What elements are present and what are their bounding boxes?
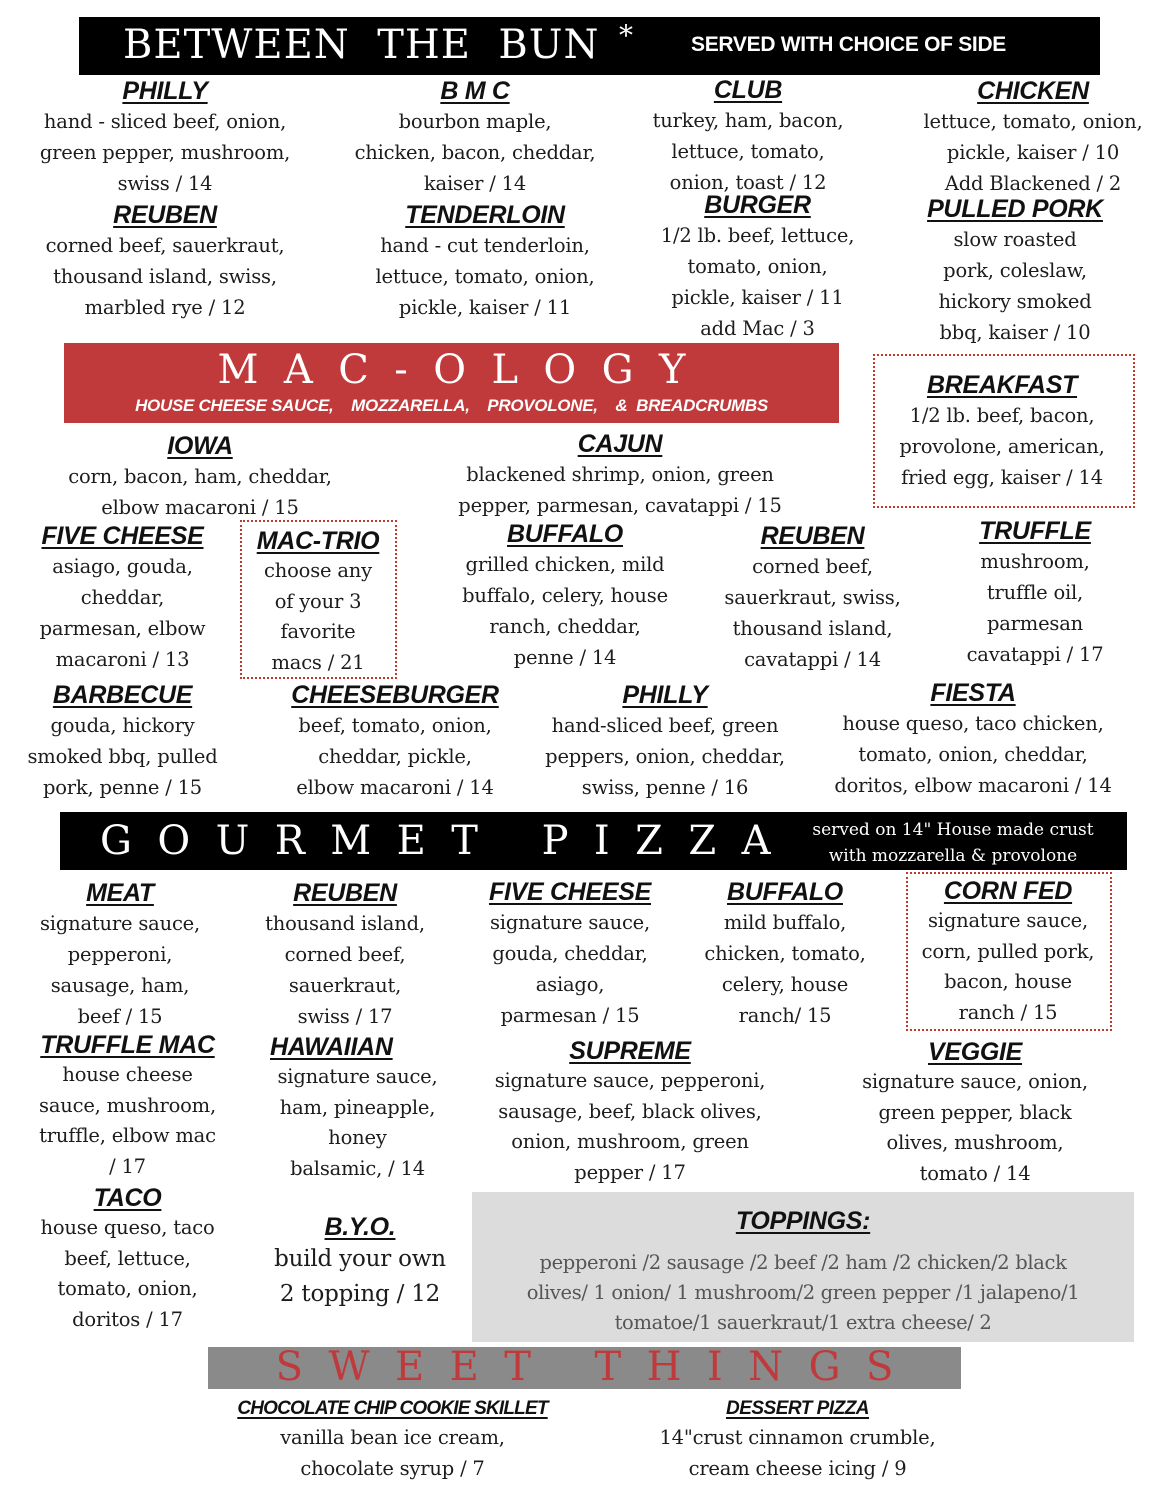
pizza-item-byo (255, 1212, 465, 1312)
item-title: BURGER (704, 191, 811, 219)
item-description: build your own 2 topping / 12 (274, 1246, 446, 1307)
pizza-item-hawaiian (255, 1032, 460, 1184)
item-description: 14"crust cinnamon crumble, cream cheese icing / 9 (659, 1426, 936, 1480)
item-description: thousand island, corned beef, sauerkraut, swiss / 17 (265, 912, 425, 1028)
item-description: grilled chicken, mild buffalo, celery, house ranch, cheddar, penne / 14 (462, 553, 668, 669)
item-description: 1/2 lb. beef, lettuce, tomato, onion, pickle, kaiser / 11 add Mac / 3 (660, 224, 855, 340)
section-title: BETWEEN THE BUN (123, 22, 600, 68)
item-title: SUPREME (569, 1037, 691, 1065)
item-title: MEAT (86, 879, 154, 907)
item-title: FIVE CHEESE (488, 878, 652, 906)
section-subtitle: HOUSE CHEESE SAUCE, MOZZARELLA, PROVOLONE, & BREADCRUMBS (135, 396, 768, 415)
item-description: signature sauce, corn, pulled pork, bacon, house ranch / 15 (921, 909, 1095, 1024)
item-description: hand - cut tenderloin, lettuce, tomato, onion, pickle, kaiser / 11 (375, 234, 595, 319)
item-description: house cheese sauce, mushroom, truffle, elbow mac / 17 (39, 1063, 216, 1178)
item-description: turkey, ham, bacon, lettuce, tomato, onion, toast / 12 (652, 109, 844, 194)
item-description: corn, bacon, ham, cheddar, elbow macaroni / 15 (68, 465, 332, 519)
section-subtitle: SERVED WITH CHOICE OF SIDE (691, 33, 1007, 56)
pizza-item-supreme (470, 1036, 790, 1188)
menu-item-chicken (898, 76, 1168, 199)
item-description: hand - sliced beef, onion, green pepper, mushroom, swiss / 14 (39, 110, 291, 195)
item-title: PHILLY (622, 681, 708, 709)
item-title: TENDERLOIN (405, 201, 565, 229)
item-title: PULLED PORK (927, 195, 1103, 223)
mac-item-barbecue (5, 680, 240, 803)
item-title: REUBEN (760, 522, 865, 550)
mac-item-mac-trio (243, 526, 393, 678)
pizza-item-meat (20, 878, 220, 1032)
item-description: choose any of your 3 favorite macs / 21 (264, 559, 372, 674)
item-title: FIESTA (930, 679, 1016, 707)
item-description: lettuce, tomato, onion, pickle, kaiser / 10 Add Blackened / 2 (923, 110, 1143, 195)
section-note-line2: with mozzarella & provolone (828, 846, 1078, 866)
item-description: vanilla bean ice cream, chocolate syrup / 7 (280, 1426, 505, 1480)
menu-item-bmc (335, 76, 615, 199)
item-description: corned beef, sauerkraut, thousand island, swiss, marbled rye / 12 (45, 234, 285, 319)
toppings-title: TOPPINGS: (735, 1207, 871, 1235)
item-title: REUBEN (293, 879, 397, 907)
menu-item-breakfast (876, 370, 1128, 493)
mac-item-buffalo (420, 519, 710, 673)
section-title: M A C - O L O G Y (217, 347, 686, 393)
item-title: BUFFALO (507, 520, 623, 548)
item-description: beef, tomato, onion, cheddar, pickle, elbow macaroni / 14 (296, 714, 494, 799)
mac-item-iowa (30, 431, 370, 523)
pizza-item-veggie (835, 1037, 1115, 1189)
item-description: hand-sliced beef, green peppers, onion, cheddar, swiss, penne / 16 (545, 714, 785, 799)
section-title: G O U R M E T P I Z Z A (100, 818, 771, 864)
item-description: corned beef, sauerkraut, swiss, thousand island, cavatappi / 14 (724, 555, 901, 671)
item-title: PHILLY (122, 77, 208, 105)
between-the-bun-header (79, 17, 1100, 75)
item-description: asiago, gouda, cheddar, parmesan, elbow macaroni / 13 (39, 555, 206, 671)
item-description: house queso, taco beef, lettuce, tomato, onion, doritos / 17 (40, 1216, 215, 1331)
section-title: S W E E T T H I N G S (275, 1344, 894, 1390)
item-description: 1/2 lb. beef, bacon, provolone, american, fried egg, kaiser / 14 (899, 404, 1105, 489)
item-title: TRUFFLE (979, 517, 1091, 545)
item-title: HAWAIIAN (270, 1033, 393, 1061)
item-title: DESSERT PIZZA (725, 1398, 870, 1419)
toppings-box (472, 1192, 1134, 1342)
item-title: CLUB (713, 76, 783, 104)
item-title: MAC-TRIO (256, 527, 380, 555)
pizza-item-reuben (240, 878, 450, 1032)
menu-item-philly (25, 76, 305, 199)
item-title: CHEESEBURGER (291, 681, 499, 709)
item-description: slow roasted pork, coleslaw, hickory smoked bbq, kaiser / 10 (938, 228, 1092, 344)
pizza-item-corn-fed (903, 876, 1113, 1028)
menu-item-tenderloin (335, 200, 635, 323)
item-description: gouda, hickory smoked bbq, pulled pork, penne / 15 (27, 714, 218, 799)
item-title: BARBECUE (52, 681, 193, 709)
asterisk: * (619, 19, 633, 52)
mac-item-reuben (700, 521, 925, 675)
item-title: BUFFALO (727, 878, 843, 906)
item-description: mild buffalo, chicken, tomato, celery, house ranch/ 15 (704, 911, 866, 1027)
mac-item-philly (530, 680, 800, 803)
pizza-item-taco (25, 1183, 230, 1335)
menu-item-burger (630, 190, 885, 344)
item-title: CORN FED (943, 877, 1073, 905)
item-title: B M C (440, 77, 510, 105)
dessert-item-cookie-skillet (210, 1396, 575, 1484)
dessert-item-dessert-pizza (625, 1396, 970, 1484)
sweet-things-header (208, 1344, 961, 1390)
item-description: mushroom, truffle oil, parmesan cavatappi / 17 (966, 550, 1104, 666)
item-description: signature sauce, gouda, cheddar, asiago, parmesan / 15 (489, 911, 651, 1027)
pizza-item-truffle-mac (20, 1030, 235, 1182)
item-description: signature sauce, pepperoni, sausage, beef, black olives, onion, mushroom, green pepper / 17 (494, 1069, 766, 1184)
item-description: signature sauce, pepperoni, sausage, ham, beef / 15 (39, 912, 201, 1028)
mac-item-cajun (425, 429, 815, 521)
gourmet-pizza-header (60, 812, 1127, 870)
mac-item-five-cheese (10, 521, 235, 675)
item-title: VEGGIE (927, 1038, 1023, 1066)
item-description: signature sauce, ham, pineapple, honey balsamic, / 14 (277, 1065, 438, 1180)
item-description: blackened shrimp, onion, green pepper, parmesan, cavatappi / 15 (458, 463, 782, 517)
item-title: CHOCOLATE CHIP COOKIE SKILLET (237, 1398, 548, 1419)
mac-item-fiesta (818, 678, 1128, 801)
pizza-item-buffalo (680, 877, 890, 1031)
mac-ology-header (64, 343, 839, 423)
item-title: B.Y.O. (324, 1213, 396, 1241)
mac-item-truffle (935, 516, 1135, 670)
item-title: BREAKFAST (926, 371, 1078, 399)
item-title: FIVE CHEESE (41, 522, 204, 550)
item-title: TRUFFLE MAC (40, 1031, 215, 1059)
item-title: CAJUN (577, 430, 663, 458)
item-title: CHICKEN (977, 77, 1089, 105)
item-description: bourbon maple, chicken, bacon, cheddar, kaiser / 14 (354, 110, 596, 195)
item-title: TACO (93, 1184, 162, 1212)
menu-item-club (628, 75, 868, 198)
mac-item-cheeseburger (265, 680, 525, 803)
pizza-item-five-cheese (465, 877, 675, 1031)
item-description: house queso, taco chicken, tomato, onion, cheddar, doritos, elbow macaroni / 14 (834, 712, 1112, 797)
item-title: REUBEN (113, 201, 217, 229)
toppings-list: pepperoni /2 sausage /2 beef /2 ham /2 chicken/2 black olives/ 1 onion/ 1 mushroom/2 green pepper /1 jalapeno/1 tomatoe/1 sauerkraut/1 extra cheese/ 2 (526, 1251, 1080, 1334)
menu-item-reuben (20, 200, 310, 323)
section-note-line1: served on 14" House made crust (812, 820, 1094, 840)
item-description: signature sauce, onion, green pepper, black olives, mushroom, tomato / 14 (862, 1070, 1088, 1185)
menu-item-pulled-pork (900, 194, 1130, 348)
item-title: IOWA (167, 432, 233, 460)
